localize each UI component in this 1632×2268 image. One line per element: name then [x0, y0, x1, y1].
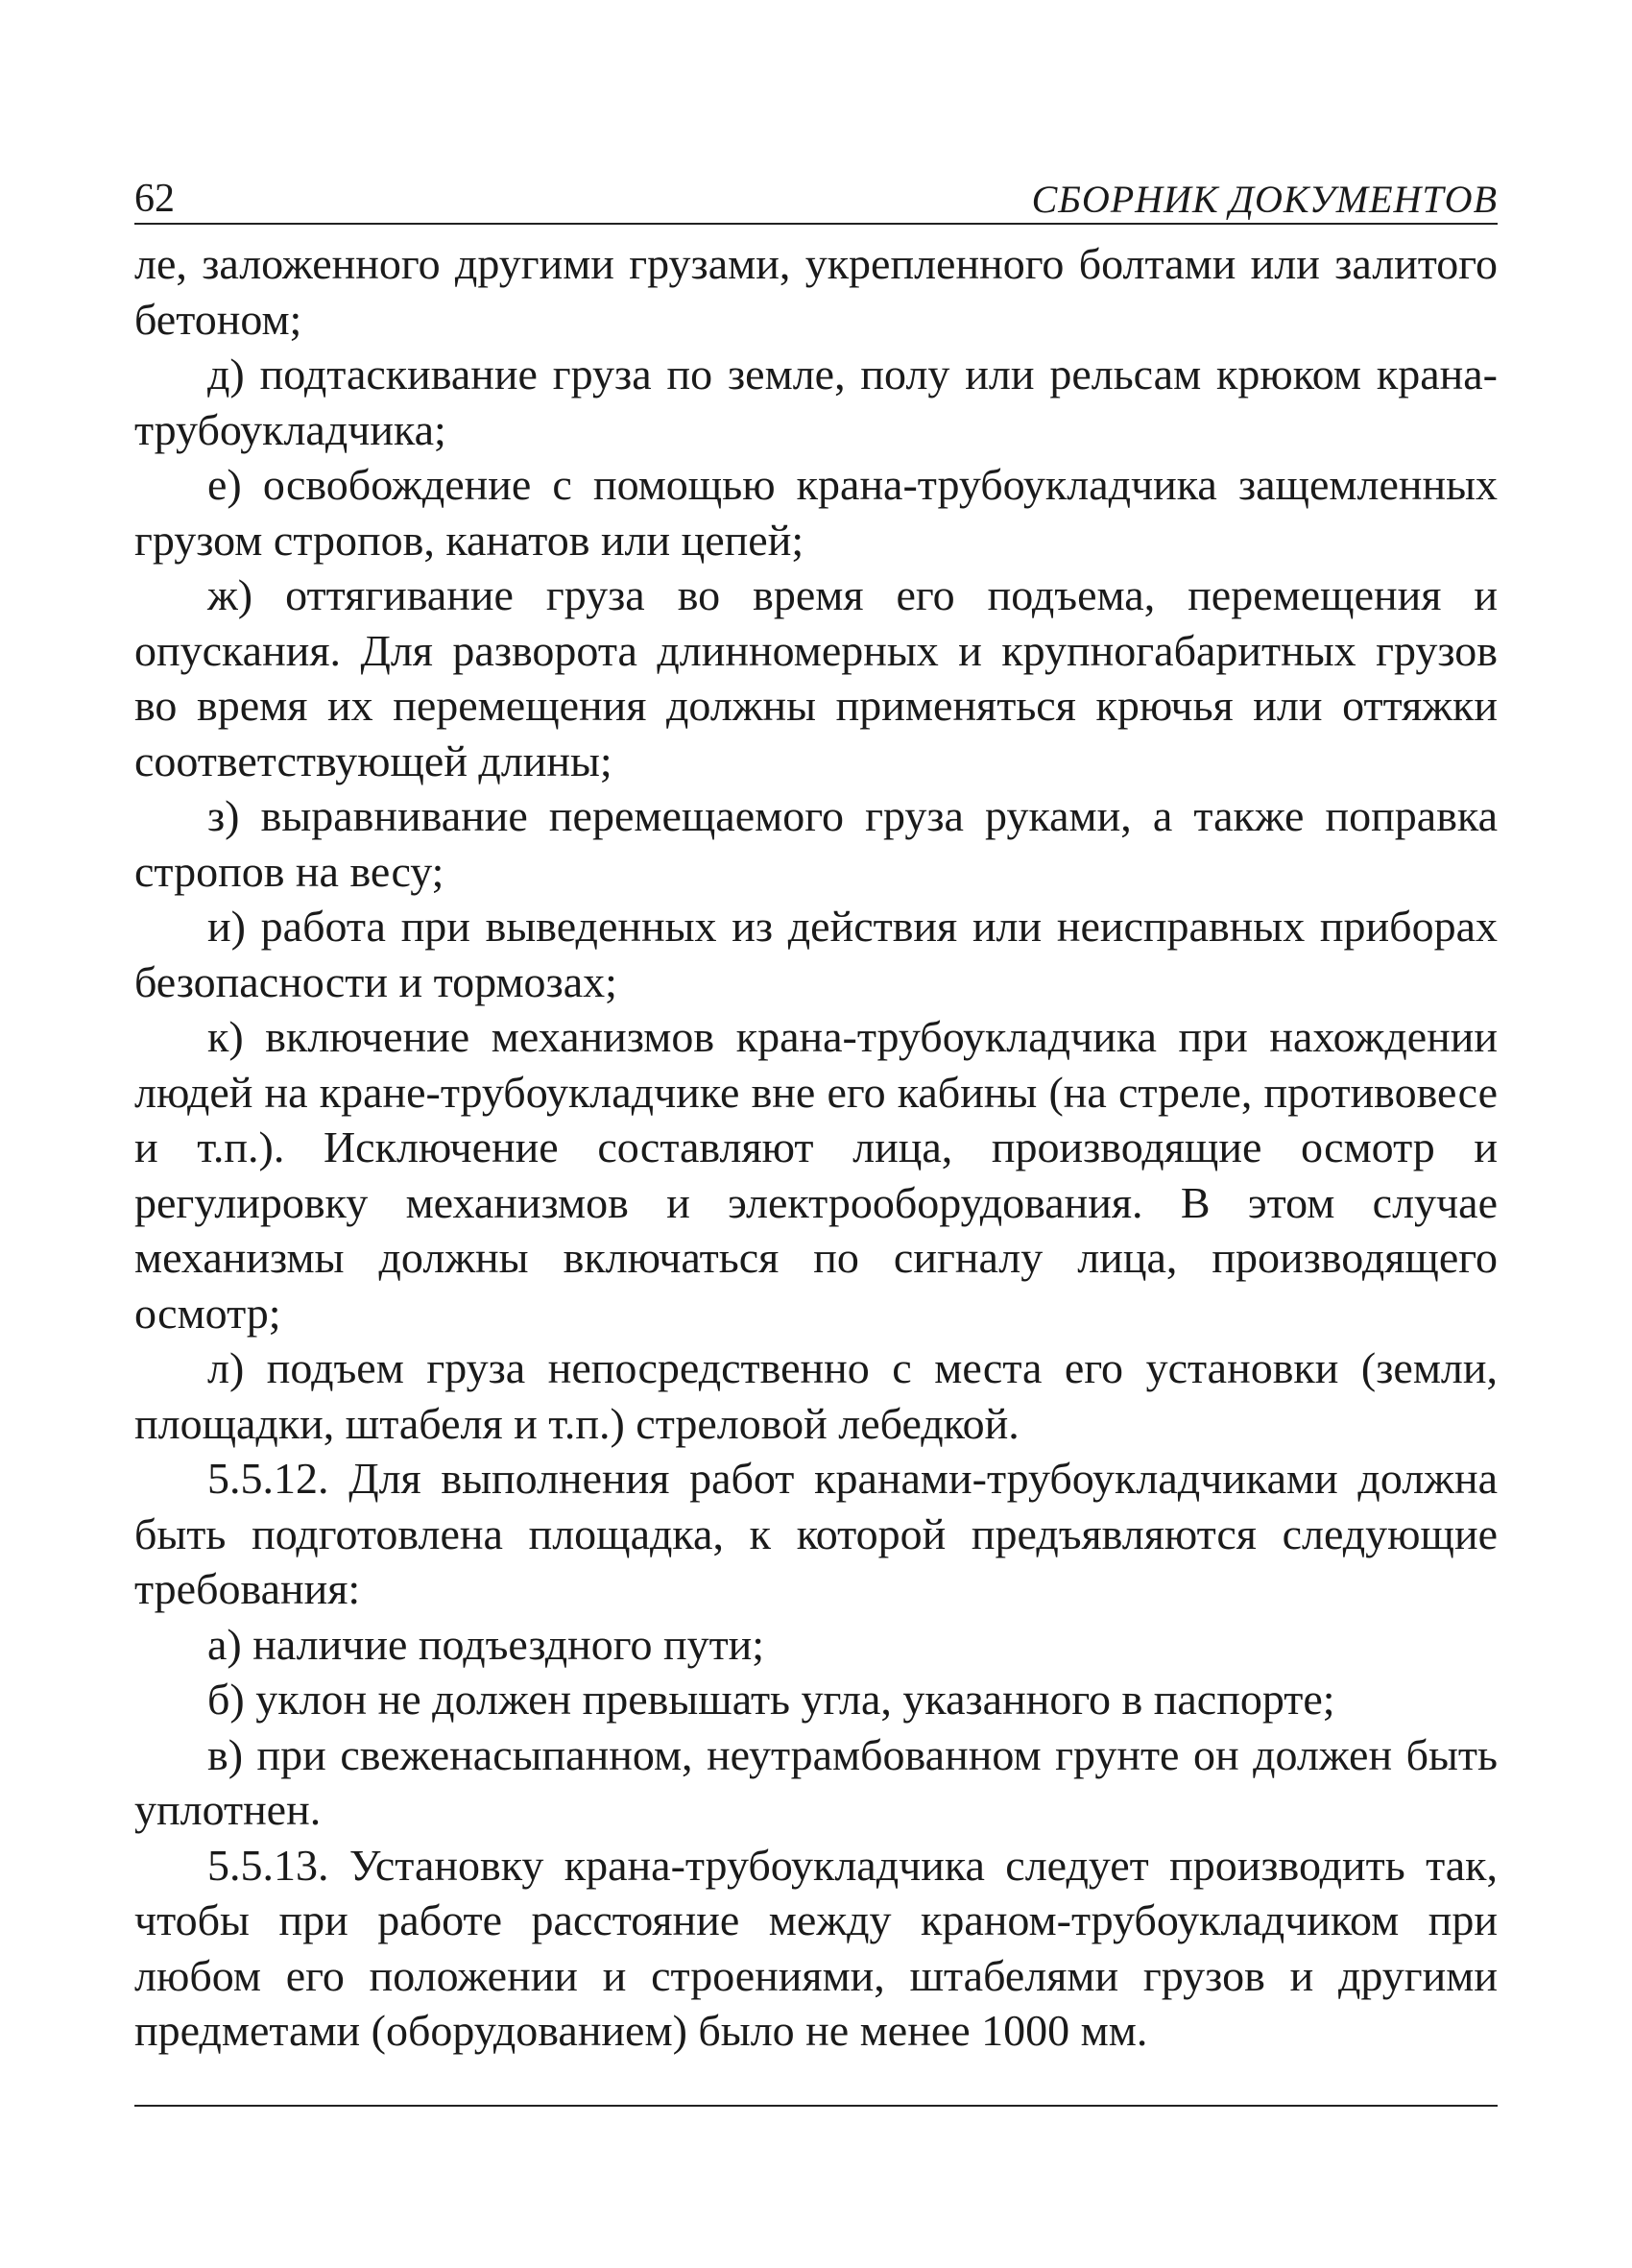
list-item-d: д) подтаскивание груза по земле, полу или рельсам крюком крана-трубоукладчика;: [134, 350, 1498, 454]
list-item-e: е) освобождение с помощью крана-трубоукладчика защемленных грузом стропов, канатов или цепей;: [134, 460, 1498, 565]
footer-divider: [134, 2105, 1498, 2107]
body-text: [134, 236, 1498, 2059]
list-item-zh: ж) оттягивание груза во время его подъема, перемещения и опускания. Для разворота длинномерных и крупногабаритных грузов во время их перемещения должны применяться крючья или оттяжки соответствующей длины;: [134, 570, 1498, 785]
list-item-k: к) включение механизмов крана-трубоукладчика при нахождении людей на кране-трубоукладчике вне его кабины (на стреле, противовесе и т.п.). Исключение составляют лица, производящие осмотр и регулировку механизмов и электрооборудования. В этом случае механизмы должны включаться по сигналу лица, производящего осмотр;: [134, 1012, 1498, 1338]
page-number: 62: [134, 177, 175, 221]
list-item-a: а) наличие подъездного пути;: [207, 1619, 765, 1669]
list-item-v: в) при свеженасыпанном, неутрамбованном грунте он должен быть уплотнен.: [134, 1729, 1498, 1834]
document-page: [134, 163, 1498, 2059]
list-item-b: б) уклон не должен превышать угла, указанного в паспорте;: [207, 1675, 1335, 1724]
paragraph-continuation: ле, заложенного другими грузами, укрепленного болтами или залитого бетоном;: [134, 239, 1498, 344]
page-header: [134, 163, 1498, 225]
list-item-z: з) выравнивание перемещаемого груза руками, а также поправка стропов на весу;: [134, 791, 1498, 896]
section-5-5-13: 5.5.13. Установку крана-трубоукладчика следует производить так, чтобы при работе расстояние между краном-трубоукладчиком при любом его положении и строениями, штабелями грузов и другими предметами (оборудованием) было не менее 1000 мм.: [134, 1840, 1498, 2055]
list-item-i: и) работа при выведенных из действия или неисправных приборах безопасности и тормозах;: [134, 902, 1498, 1006]
running-title: СБОРНИК ДОКУМЕНТОВ: [1031, 178, 1498, 221]
section-5-5-12: 5.5.12. Для выполнения работ кранами-трубоукладчиками должна быть подготовлена площадка, к которой предъявляются следующие требования:: [134, 1454, 1498, 1613]
list-item-l: л) подъем груза непосредственно с места его установки (земли, площадки, штабеля и т.п.) стреловой лебедкой.: [134, 1343, 1498, 1448]
